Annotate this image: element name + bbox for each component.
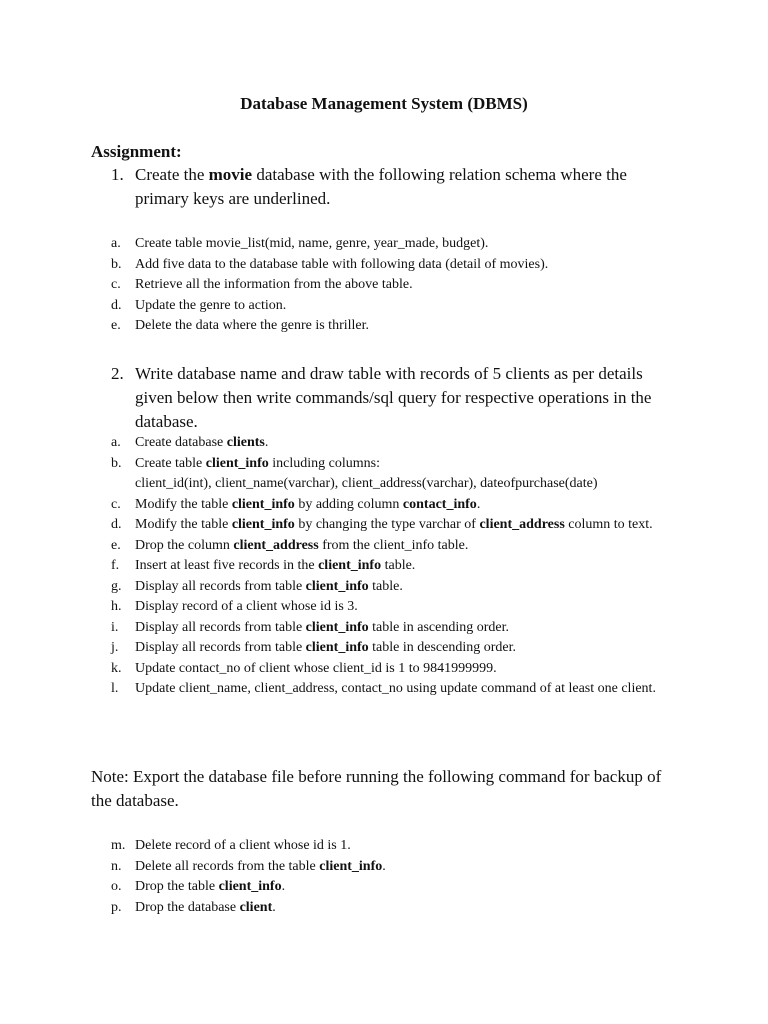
bold-term: client_address <box>233 537 319 553</box>
list-item <box>111 638 681 659</box>
text-segment: Update client_name, client_address, contact_no using update command of at least one client. <box>135 681 656 696</box>
question-text <box>135 163 681 211</box>
bold-term: client_info <box>231 496 295 512</box>
list-marker: a. <box>111 435 121 450</box>
list-marker: f. <box>111 558 120 573</box>
text-segment: Delete all records from the table <box>135 858 320 874</box>
list-marker: e. <box>111 318 121 333</box>
text-segment: . <box>272 899 276 915</box>
text-segment: Create table <box>135 455 206 471</box>
text-segment: . <box>264 435 269 450</box>
question-text: Write database name and draw table with records of 5 clients as per details given below then write commands/sql query for respective operations in the database. <box>135 364 652 431</box>
text-segment: . <box>281 879 286 894</box>
text-segment: . <box>382 858 386 874</box>
list-item <box>111 836 681 857</box>
list-item <box>111 679 681 700</box>
list-marker: m. <box>111 838 126 853</box>
list-marker: k. <box>111 660 122 676</box>
text-segment: database with the following relation schema where the primary keys are underlined. <box>135 165 627 208</box>
list-item <box>111 536 681 557</box>
list-marker: p. <box>111 899 122 915</box>
list-item <box>111 857 681 878</box>
question-1-list <box>111 234 681 337</box>
bold-term: client_info <box>305 619 369 635</box>
text-segment: Display all records from table <box>135 640 306 655</box>
text-segment: Display record of a client whose id is 3. <box>135 599 358 614</box>
list-marker: g. <box>111 578 122 594</box>
bold-term: movie <box>208 165 253 184</box>
list-marker: o. <box>111 879 122 894</box>
list-item <box>111 234 681 255</box>
list-item <box>111 898 681 919</box>
list-marker: h. <box>111 599 122 614</box>
list-text: Retrieve all the information from the above table. <box>135 277 413 292</box>
list-text: Update the genre to action. <box>135 297 287 313</box>
list-text: Delete the data where the genre is thriller. <box>135 318 370 333</box>
bold-term: client_info <box>231 517 295 532</box>
list-item <box>111 433 681 454</box>
bold-term: clients <box>226 435 265 450</box>
list-marker: n. <box>111 858 122 874</box>
list-marker: i. <box>111 619 119 635</box>
question-number: 1. <box>111 165 124 184</box>
list-marker: c. <box>111 496 121 512</box>
question-1 <box>111 163 681 211</box>
text-segment: column to text. <box>564 517 653 532</box>
list-marker: d. <box>111 517 122 532</box>
bold-term: client <box>239 899 273 915</box>
text-segment: including columns: <box>268 455 380 471</box>
list-item <box>111 275 681 296</box>
list-item <box>111 556 681 577</box>
text-segment: Modify the table <box>135 517 232 532</box>
text-segment: from the client_info table. <box>318 537 469 553</box>
text-segment: . <box>476 496 481 512</box>
bold-term: client_address <box>479 517 565 532</box>
text-segment: Update contact_no of client whose client_id is 1 to 9841999999. <box>135 660 497 676</box>
document-title: Database Management System (DBMS) <box>240 94 528 113</box>
text-segment: by adding column <box>294 496 403 512</box>
list-item <box>111 597 681 618</box>
assignment-heading: Assignment: <box>91 142 182 161</box>
list-item <box>111 577 681 598</box>
list-item <box>111 255 681 276</box>
list-item <box>111 296 681 317</box>
text-segment: Create the <box>135 165 209 184</box>
list-marker: a. <box>111 236 121 251</box>
text-segment: Display all records from table <box>135 619 306 635</box>
text-segment: Display all records from table <box>135 578 306 594</box>
list-marker: j. <box>111 640 119 655</box>
bold-term: client_info <box>305 640 369 655</box>
text-segment: Modify the table <box>135 496 232 512</box>
text-segment: Create database <box>135 435 227 450</box>
list-item <box>111 495 681 516</box>
bold-term: client_info <box>305 578 369 594</box>
text-segment: Delete record of a client whose id is 1. <box>135 838 351 853</box>
list-marker: e. <box>111 537 121 553</box>
text-segment: Drop the column <box>135 537 234 553</box>
bold-term: contact_info <box>402 496 477 512</box>
note-list <box>111 836 681 918</box>
list-item <box>111 316 681 337</box>
list-text: Create table movie_list(mid, name, genre, year_made, budget). <box>135 236 489 251</box>
text-segment: table. <box>381 558 416 573</box>
list-item <box>111 659 681 680</box>
text-segment: table in ascending order. <box>368 619 510 635</box>
list-text: Add five data to the database table with following data (detail of movies). <box>135 256 549 272</box>
list-marker: l. <box>111 681 119 696</box>
question-2 <box>111 362 681 434</box>
bold-term: client_info <box>205 455 269 471</box>
bold-term: client_info <box>319 858 383 874</box>
question-2-list <box>111 433 681 700</box>
list-item <box>111 454 681 495</box>
text-segment: Drop the database <box>135 899 240 915</box>
list-item <box>111 515 681 536</box>
text-segment: table in descending order. <box>368 640 517 655</box>
list-item <box>111 618 681 639</box>
list-marker: b. <box>111 256 122 272</box>
text-segment: Insert at least five records in the <box>135 558 319 573</box>
list-marker: d. <box>111 297 122 313</box>
text-segment: table. <box>368 578 403 594</box>
bold-term: client_info <box>218 879 282 894</box>
list-marker: c. <box>111 277 121 292</box>
text-segment: Drop the table <box>135 879 219 894</box>
question-number: 2. <box>111 364 124 383</box>
column-list: client_id(int), client_name(varchar), client_address(varchar), dateofpurchase(date) <box>135 476 598 491</box>
list-marker: b. <box>111 455 122 471</box>
backup-note: Note: Export the database file before running the following command for backup of the database. <box>91 767 662 810</box>
bold-term: client_info <box>318 558 382 573</box>
text-segment: by changing the type varchar of <box>294 517 480 532</box>
list-item <box>111 877 681 898</box>
